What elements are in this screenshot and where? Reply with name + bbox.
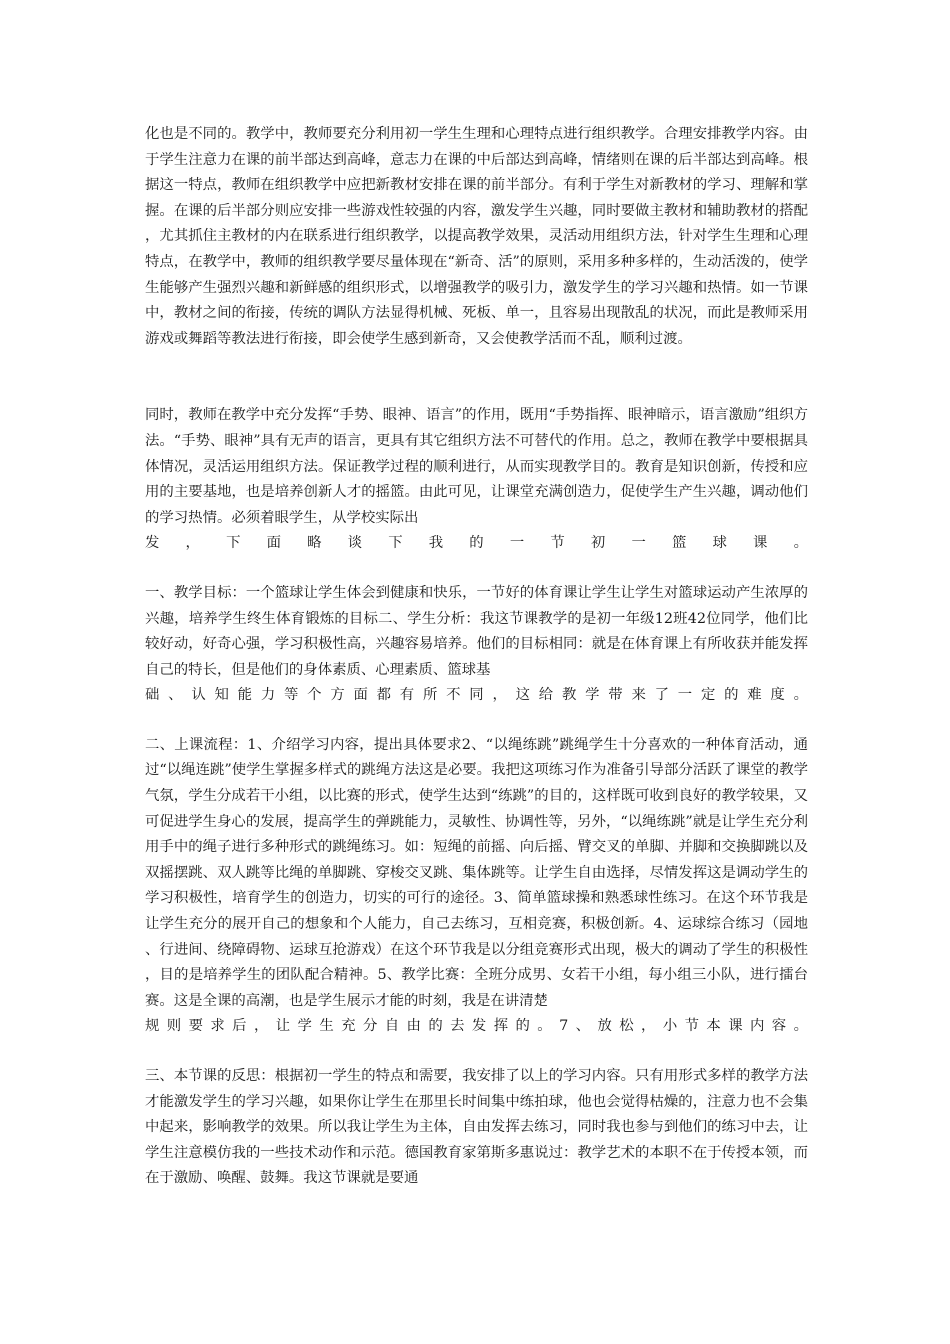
paragraph-spread-line: 规则要求后，让学生充分自由的去发挥的。7、放松，小节本课内容。 [145, 1018, 808, 1035]
document-body [145, 122, 808, 1192]
paragraph-text: 同时，教师在教学中充分发挥“手势、眼神、语言”的作用，既用“手势指挥、眼神暗示，语言激励”组织方法。“手势、眼神”具有无声的语言，更具有其它组织方法不可替代的作用。总之，教师在教学中要根据具体情况，灵活运用组织方法。保证教学过程的顺利进行，从而实现教学目的。教育是知识创新，传授和应用的主要基地，也是培养创新人才的摇篮。由此可见，让课堂充满创造力，促使学生产生兴趣，调动他们的学习热情。必须着眼学生，从学校实际出 [145, 407, 808, 526]
paragraph-reflection: 三、本节课的反思：根据初一学生的特点和需要，我安排了以上的学习内容。只有用形式多样的教学方法才能激发学生的学习兴趣，如果你让学生在那里长时间集中练拍球，他也会觉得枯燥的，注意力也不会集中起来，影响教学的效果。所以我让学生为主体，自由发挥去练习，同时我也参与到他们的练习中去，让学生注意模仿我的一些技术动作和示范。德国教育家第斯多惠说过：教学艺术的本职不在于传授本领，而在于激励、唤醒、鼓舞。我这节课就是要通 [145, 1068, 808, 1187]
paragraph-spread-line: 础、认知能力等个方面都有所不同，这给教学带来了一定的难度。 [145, 687, 808, 704]
paragraph-text: 二、上课流程：1、介绍学习内容，提出具体要求2、“以绳练跳”跳绳学生十分喜欢的一种体育活动，通过“以绳连跳”使学生掌握多样式的跳绳方法这是必要。我把这项练习作为准备引导部分活跃了课堂的教学气氛，学生分成若干小组，以比赛的形式，使学生达到“练跳”的目的，这样既可收到良好的教学较果，又可促进学生身心的发展，提高学生的弹跳能力，灵敏性、协调性等，另外，“以绳练跳”就是让学生充分利用手中的绳子进行多种形式的跳绳练习。如：短绳的前摇、向后摇、臂交叉的单脚、并脚和交换脚跳以及双摇摆跳、双人跳等比绳的单脚跳、穿梭交叉跳、集体跳等。让学生自由选择，尽情发挥这是调动学生的学习积极性，培育学生的创造力，切实的可行的途径。3、简单篮球操和熟悉球性练习。在这个环节我是让学生充分的展开自己的想象和个人能力，自己去练习，互相竞赛，积极创新。4、运球综合练习（园地、行进间、绕障碍物、运球互抢游戏）在这个环节我是以分组竞赛形式出现，极大的调动了学生的积极性，目的是培养学生的团队配合精神。5、教学比赛：全班分成男、女若干小组，每小组三小队，进行擂台赛。这是全课的高潮，也是学生展示才能的时刻，我是在讲清楚 [145, 736, 808, 1009]
paragraph-gesture-method [145, 403, 808, 557]
paragraph-teaching-goals [145, 581, 808, 709]
paragraph-class-procedure [145, 733, 808, 1040]
paragraph-spread-line: 发，下面略谈下我的一节初一篮球课。 [145, 535, 808, 552]
paragraph-text: 一、教学目标：一个篮球让学生体会到健康和快乐，一节好的体育课让学生让学生对篮球运动产生浓厚的兴趣，培养学生终生体育锻炼的目标二、学生分析：我这节课教学的是初一年级12班42位同学，他们比较好动，好奇心强，学习积极性高，兴趣容易培养。他们的目标相同：就是在体育课上有所收获并能发挥自己的特长，但是他们的身体素质、心理素质、篮球基 [145, 584, 808, 678]
paragraph-teaching-organization: 化也是不同的。教学中，教师要充分利用初一学生生理和心理特点进行组织教学。合理安排教学内容。由于学生注意力在课的前半部达到高峰，意志力在课的中后部达到高峰，情绪则在课的后半部达到高峰。根据这一特点，教师在组织教学中应把新教材安排在课的前半部分。有利于学生对新教材的学习、理解和掌握。在课的后半部分则应安排一些游戏性较强的内容，激发学生兴趣，同时要做主教材和辅助教材的搭配，尤其抓住主教材的内在联系进行组织教学，以提高教学效果，灵活动用组织方法，针对学生生理和心理特点，在教学中，教师的组织教学要尽量体现在“新奇、活”的原则，采用多种多样的，生动活泼的，使学生能够产生强烈兴趣和新鲜感的组织形式，以增强教学的吸引力，激发学生的学习兴趣和热情。如一节课中，教材之间的衔接，传统的调队方法显得机械、死板、单一，且容易出现散乱的状况，而此是教师采用游戏或舞蹈等教法进行衔接，即会使学生感到新奇，又会使教学活而不乱，顺利过渡。 [145, 126, 808, 347]
